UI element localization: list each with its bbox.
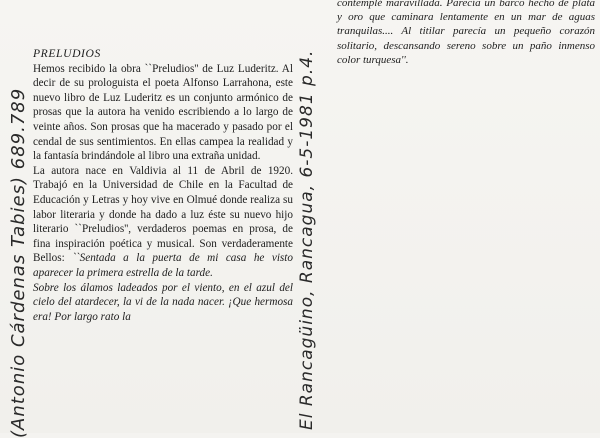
article-quote-start: ``Sentada a la puerta de mi casa he visto aparecer la primera estrella de la tarde. — [33, 252, 293, 279]
article-paragraph-3: Sobre los álamos ladeados por el viento, en el azul del cielo del atardecer, la vi de la nada nacer. ¡Que hermosa era! Por largo rato la — [33, 281, 293, 323]
handwritten-author-note: (Antonio Cárdenas Tabies) 689.789 — [8, 87, 29, 438]
article-right-column — [337, 0, 595, 67]
handwritten-source-note: El Rancagüino, Rancagua, 6-5-1981 p.4. — [297, 49, 317, 430]
article-paragraph-2 — [33, 164, 293, 281]
article-continuation: contemplé maravillada. Parecía un barco hecho de plata y oro que caminara lentamente en un mar de aguas tranquilas.... Al titilar parecía un pequeño corazón solitario, descansando sereno sobre un paño inmenso color turquesa''. — [337, 0, 595, 66]
article-left-column — [33, 47, 293, 324]
article-paragraph-2-text: La autora nace en Valdivia al 11 de Abril de 1920. Trabajó en la Universidad de Chile en la Facultad de Educación y Letras y hoy vive en Olmué donde realiza su labor literaria y donde ha dado a luz éste su nuevo hijo literario ``Preludios'', verdaderos poemas en prosa, de fina inspiración poética y musical. Son verdaderamente Bellos: — [33, 164, 293, 265]
article-paragraph-1: Hemos recibido la obra ``Preludios'' de Luz Luderitz. Al decir de su prologuista el poeta Alfonso Larrahona, este nuevo libro de Luz Luderitz es un conjunto armónico de prosas que la autora ha venido escribiendo a lo largo de veinte años. Son prosas que ha macerado y pasado por el cendal de sus sentimientos. En ellas campea la realidad y la fantasía brindándole al libro una extraña unidad. — [33, 62, 293, 163]
article-heading: PRELUDIOS — [33, 47, 101, 60]
